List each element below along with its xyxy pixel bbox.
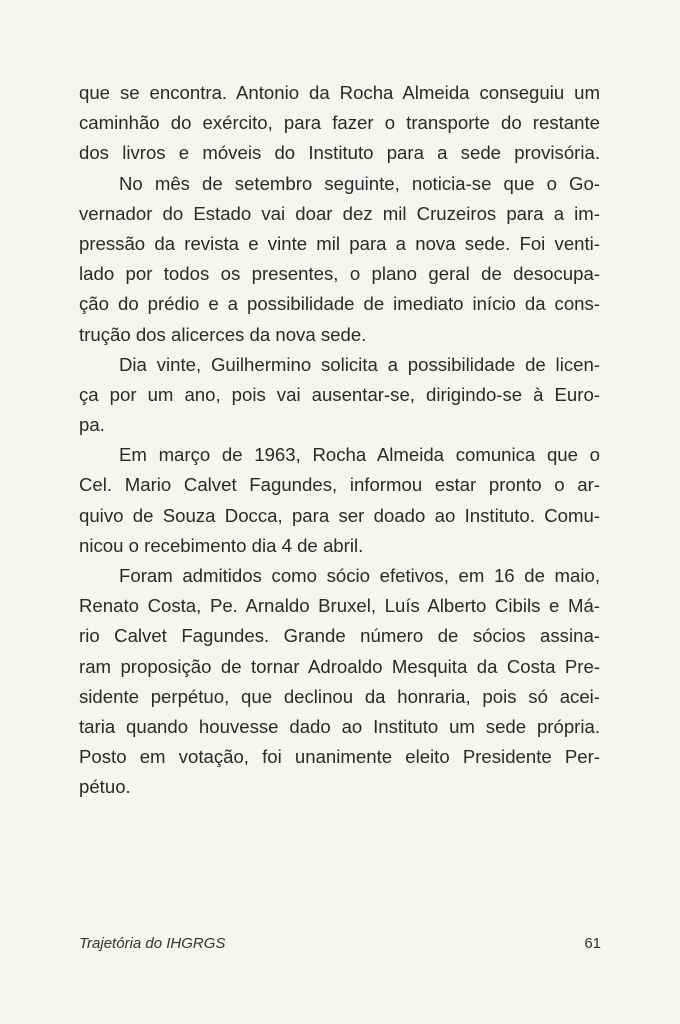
text-line: dos livros e móveis do Instituto para a sede provisória. xyxy=(79,142,600,164)
text-line: Posto em votação, foi unanimente eleito Presidente Per- xyxy=(79,746,600,768)
text-line: No mês de setembro seguinte, noticia-se que o Go- xyxy=(119,172,600,194)
text-line: quivo de Souza Docca, para ser doado ao Instituto. Comu- xyxy=(79,504,600,526)
text-line: pa. xyxy=(79,414,105,436)
text-line: ça por um ano, pois vai ausentar-se, dirigindo-se à Euro- xyxy=(79,383,600,405)
text-line: ram proposição de tornar Adroaldo Mesquita da Costa Pre- xyxy=(79,655,600,677)
text-line: lado por todos os presentes, o plano geral de desocupa- xyxy=(79,263,600,285)
text-line: que se encontra. Antonio da Rocha Almeida conseguiu um xyxy=(79,82,600,103)
text-line: pressão da revista e vinte mil para a nova sede. Foi venti- xyxy=(79,232,600,254)
text-line: rio Calvet Fagundes. Grande número de sócios assina- xyxy=(79,625,600,647)
text-line: Cel. Mario Calvet Fagundes, informou estar pronto o ar- xyxy=(79,474,600,496)
text-line: taria quando houvesse dado ao Instituto um sede própria. xyxy=(79,715,600,737)
text-line: pétuo. xyxy=(79,776,131,798)
text-line: Renato Costa, Pe. Arnaldo Bruxel, Luís Alberto Cibils e Má- xyxy=(79,595,600,617)
text-line: vernador do Estado vai doar dez mil Cruzeiros para a im- xyxy=(79,202,600,224)
page-number: 61 xyxy=(584,935,601,952)
text-line: Em março de 1963, Rocha Almeida comunica que o xyxy=(119,444,600,466)
running-footer-title: Trajetória do IHGRGS xyxy=(79,935,226,952)
body-text xyxy=(79,78,600,803)
text-line: caminhão do exército, para fazer o transporte do restante xyxy=(79,112,600,134)
text-line: sidente perpétuo, que declinou da honraria, pois só acei- xyxy=(79,685,600,707)
text-line: Dia vinte, Guilhermino solicita a possibilidade de licen- xyxy=(119,353,600,375)
text-line: trução dos alicerces da nova sede. xyxy=(79,323,367,345)
text-line: Foram admitidos como sócio efetivos, em 16 de maio, xyxy=(119,565,600,586)
text-line: ção do prédio e a possibilidade de imediato início da cons- xyxy=(79,293,600,315)
text-line: nicou o recebimento dia 4 de abril. xyxy=(79,534,364,556)
